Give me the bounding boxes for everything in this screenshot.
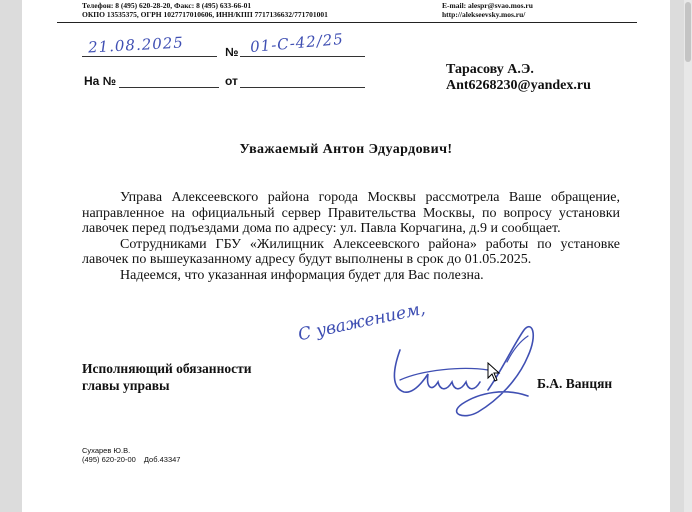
ref-number-label: На №	[84, 74, 117, 88]
body-paragraph: Сотрудниками ГБУ «Жилищник Алексеевского района» работы по установке лавочек по вышеуказанному адресу будут выполнены в срок до 01.05.2025.	[82, 236, 620, 267]
number-underline	[240, 56, 365, 57]
signatory-title-line: главы управы	[82, 378, 170, 393]
signatory-title-line: Исполняющий обязанности	[82, 361, 252, 376]
ref-date-label: от	[225, 74, 238, 88]
signatory-name: Б.А. Ванцян	[537, 376, 613, 391]
handwritten-number: 01-С-42/25	[249, 29, 345, 57]
ref-number-underline	[119, 87, 219, 88]
ref-date-underline	[240, 87, 365, 88]
body-paragraph: Управа Алексеевского района города Москвы рассмотрела Ваше обращение, направленное на официальный сервер Правительства Москвы, по вопросу установки лавочек перед подъездами дома по адресу: ул. Павла Корчагина, д.9 и сообщает.	[82, 190, 620, 236]
body-paragraph: Надеемся, что указанная информация будет для Вас полезна.	[120, 267, 484, 283]
number-label: №	[225, 45, 239, 59]
handwritten-closing: С уважением,	[296, 298, 428, 346]
signature-scribble	[292, 300, 552, 430]
greeting: Уважаемый Антон Эдуардович!	[239, 142, 453, 157]
recipient-email: Ant6268230@yandex.ru	[446, 78, 591, 93]
document-page	[22, 0, 670, 512]
scrollbar-thumb[interactable]	[685, 2, 691, 62]
executor-ext: Доб.43347	[143, 455, 181, 464]
letterhead-divider	[57, 22, 637, 23]
executor-phone: (495) 620-20-00	[82, 455, 136, 464]
letterhead-site: http://alekseevsky.mos.ru/	[442, 10, 526, 19]
date-underline	[82, 56, 217, 57]
vertical-scrollbar[interactable]	[684, 0, 692, 512]
mouse-pointer-icon	[487, 362, 501, 382]
letterhead-phone: Телефон: 8 (495) 620-28-20, Факс: 8 (495) 633-66-01	[82, 1, 252, 10]
handwritten-date: 21.08.2025	[87, 33, 185, 57]
signatory-title	[82, 360, 252, 394]
executor-footer	[82, 446, 180, 464]
executor-phone-line	[82, 455, 180, 464]
recipient-block	[446, 62, 591, 94]
letterhead-codes: ОКПО 13535375, ОГРН 1027717010606, ИНН/КПП 7717136632/771701001	[82, 10, 328, 19]
recipient-name: Тарасову А.Э.	[446, 62, 534, 77]
letter-body	[82, 190, 620, 283]
executor-name: Сухарев Ю.В.	[82, 446, 131, 455]
letterhead-email: E-mail: alespr@svao.mos.ru	[442, 1, 533, 10]
